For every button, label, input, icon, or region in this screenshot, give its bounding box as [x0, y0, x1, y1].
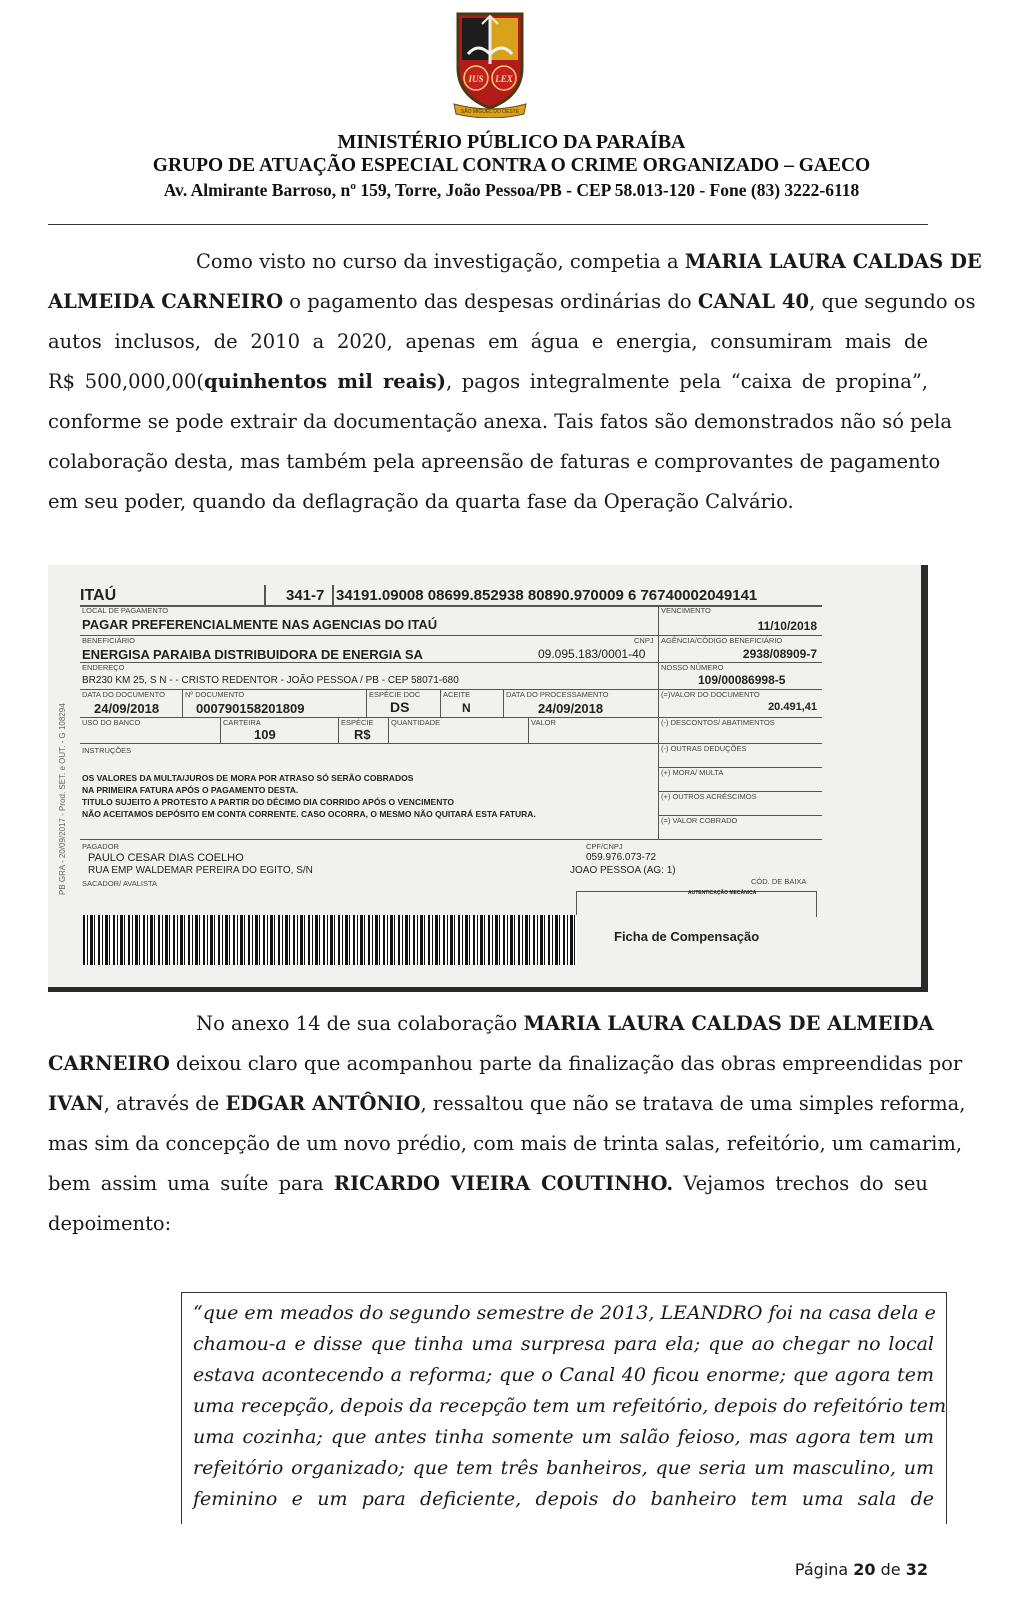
svg-text:SÃO MIGUEL DO OESTE: SÃO MIGUEL DO OESTE: [460, 109, 520, 115]
boleto-line: [388, 717, 389, 743]
text-line: [48, 402, 953, 442]
boleto-label: VALOR: [531, 718, 556, 727]
paragraph-2: [48, 1004, 966, 1244]
boleto-label: BENEFICIÁRIO: [82, 636, 135, 645]
text-line: [48, 322, 928, 362]
bold-text: RICARDO VIEIRA COUTINHO.: [333, 1172, 674, 1195]
text-run: depoimento:: [48, 1212, 172, 1235]
boleto-line: [440, 689, 441, 717]
boleto-label: QUANTIDADE: [391, 718, 441, 727]
boleto-line: [366, 689, 367, 717]
boleto-valor-doc: 20.491,41: [768, 701, 817, 713]
boleto-instruction: NA PRIMEIRA FATURA APÓS O PAGAMENTO DESTA.: [82, 785, 299, 795]
boleto-line: [220, 717, 221, 743]
text-run: , pagos integralmente pela “caixa de propina”,: [445, 370, 929, 393]
page-number: [795, 1560, 928, 1579]
bold-text: quinhentos mil reais): [203, 370, 446, 393]
boleto-label: Nº DOCUMENTO: [185, 690, 245, 699]
paragraph-1: [48, 242, 982, 522]
boleto-label: (-) DESCONTOS/ ABATIMENTOS: [661, 718, 775, 727]
boleto-pagador-endereco: RUA EMP WALDEMAR PEREIRA DO EGITO, S/N: [88, 865, 313, 876]
boleto-pagador: PAULO CESAR DIAS COELHO: [88, 852, 244, 864]
text-run: , ressaltou que não se tratava de uma simples reforma,: [420, 1092, 966, 1115]
boleto-line: [528, 717, 529, 743]
svg-text:LEX: LEX: [495, 74, 513, 84]
boleto-label: ESPÉCIE: [341, 718, 374, 727]
boleto-line: [80, 839, 822, 840]
boleto-beneficiario: ENERGISA PARAIBA DISTRIBUIDORA DE ENERGIA SA: [82, 647, 423, 662]
text-run: , através de: [103, 1092, 226, 1115]
boleto-data-doc: 24/09/2018: [94, 701, 160, 716]
header-address: Av. Almirante Barroso, nº 159, Torre, João Pessoa/PB - CEP 58.013-120 - Fone (83) 3222-6118: [163, 180, 860, 200]
text-run: Como visto no curso da investigação, competia a: [196, 250, 685, 273]
boleto-label: DATA DO DOCUMENTO: [82, 690, 165, 699]
boleto-label: SACADOR/ AVALISTA: [82, 879, 158, 888]
boleto-cnpj: 09.095.183/0001-40: [538, 647, 646, 661]
text-run: bem assim uma suíte para: [48, 1172, 334, 1195]
svg-text:IUS: IUS: [468, 74, 484, 84]
boleto-cpf: 059.976.073-72: [586, 852, 657, 863]
crest-logo: [452, 10, 528, 118]
boleto-agencia: 2938/08909-7: [742, 647, 817, 661]
boleto-line: [503, 689, 504, 717]
boleto-label: CPF/CNPJ: [586, 842, 623, 851]
text-line: [48, 242, 982, 282]
boleto-bank-code: 341-7: [286, 587, 325, 604]
boleto-line: [338, 717, 339, 743]
boleto-digitable-line: 34191.09008 08699.852938 80890.970009 6 76740002049141: [336, 587, 758, 604]
bold-text: CANAL 40: [697, 290, 810, 313]
boleto-especie: R$: [354, 727, 371, 742]
boleto-label: ENDEREÇO: [82, 663, 125, 672]
page-middle: de: [875, 1560, 906, 1579]
boleto-instruction: OS VALORES DA MULTA/JUROS DE MORA POR ATRASO SÓ SERÃO COBRADOS: [82, 773, 414, 783]
boleto-label: PAGADOR: [82, 842, 119, 851]
boleto-instruction: TITULO SUJEITO A PROTESTO A PARTIR DO DÉCIMO DIA CORRIDO APÓS O VENCIMENTO: [82, 797, 454, 807]
boleto-label: CÓD. DE BAIXA: [751, 877, 807, 886]
text-run: No anexo 14 de sua colaboração: [196, 1012, 524, 1035]
boleto-vencimento: 11/10/2018: [757, 619, 817, 633]
text-run: em seu poder, quando da deflagração da quarta fase da Operação Calvário.: [48, 490, 794, 513]
boleto-line: [658, 605, 659, 839]
boleto-bank-name: ITAÚ: [80, 587, 117, 604]
boleto-label: NOSSO NÚMERO: [661, 663, 724, 672]
header-institution: MINISTÉRIO PÚBLICO DA PARAÍBA: [337, 131, 686, 153]
boleto-num-doc: 000790158201809: [196, 701, 305, 716]
boleto-label: DATA DO PROCESSAMENTO: [506, 690, 609, 699]
boleto-endereco: BR230 KM 25, S N - - CRISTO REDENTOR - JOÃO PESSOA / PB - CEP 58071-680: [82, 675, 459, 686]
header-group: GRUPO DE ATUAÇÃO ESPECIAL CONTRA O CRIME ORGANIZADO – GAECO: [152, 155, 871, 176]
bold-text: IVAN: [48, 1092, 104, 1115]
quote-line: refeitório organizado; que tem três banheiros, que seria um masculino, um: [193, 1457, 934, 1479]
boleto-label: LOCAL DE PAGAMENTO: [82, 606, 169, 615]
boleto-label: CARTEIRA: [223, 718, 261, 727]
boleto-especie-doc: DS: [390, 699, 410, 715]
text-line: [48, 1004, 934, 1044]
boleto-line: [332, 585, 334, 605]
boleto-data-proc: 24/09/2018: [538, 701, 604, 716]
text-run: mas sim da concepção de um novo prédio, com mais de trinta salas, refeitório, um camarim,: [48, 1132, 963, 1155]
text-line: [48, 442, 941, 482]
text-run: R$ 500,000,00(: [48, 370, 204, 393]
page-total: 32: [905, 1560, 928, 1579]
boleto-aceite: N: [462, 701, 471, 715]
boleto-label: (=) VALOR COBRADO: [661, 816, 738, 825]
boleto-line: [816, 891, 817, 917]
bold-text: MARIA LAURA CALDAS DE ALMEIDA: [523, 1012, 934, 1035]
bold-text: ALMEIDA CARNEIRO: [48, 290, 284, 313]
text-line: [48, 1084, 966, 1124]
quote-line: chamou-a e disse que tinha uma surpresa para ela; que ao chegar no local: [193, 1333, 934, 1355]
boleto-barcode: [83, 915, 577, 965]
page-prefix: Página: [794, 1560, 854, 1579]
quote-line: feminino e um para deficiente, depois do banheiro tem uma sala de: [193, 1488, 934, 1510]
boleto-instruction: NÃO ACEITAMOS DEPÓSITO EM CONTA CORRENTE. CASO OCORRA, O MESMO NÃO QUITARÁ ESTA FATURA.: [82, 809, 536, 819]
boleto-ficha: Ficha de Compensação: [614, 929, 760, 944]
boleto-nosso-numero: 109/00086998-5: [698, 673, 786, 687]
quote-line: “que em meados do segundo semestre de 2013, LEANDRO foi na casa dela e: [193, 1302, 936, 1324]
boleto-label: (=)VALOR DO DOCUMENTO: [661, 690, 760, 699]
text-line: [48, 482, 928, 522]
boleto-line: [264, 585, 266, 605]
text-run: deixou claro que acompanhou parte da finalização das obras empreendidas por: [169, 1052, 963, 1075]
text-run: o pagamento das despesas ordinárias do: [283, 290, 698, 313]
boleto-line: [576, 891, 577, 917]
boleto-label: ACEITE: [443, 690, 471, 699]
text-line: [48, 1044, 963, 1084]
text-run: colaboração desta, mas também pela apreensão de faturas e comprovantes de pagamento: [48, 450, 941, 473]
quote-line: uma recepção, depois da recepção tem um refeitório, depois do refeitório tem: [193, 1395, 947, 1417]
text-run: , que segundo os: [809, 290, 976, 313]
header-divider: [48, 224, 928, 225]
text-run: Vejamos trechos do seu: [673, 1172, 928, 1195]
text-line: [48, 362, 928, 402]
text-line: [48, 1204, 928, 1244]
testimony-quote: [181, 1292, 947, 1524]
text-run: conforme se pode extrair da documentação anexa. Tais fatos são demonstrados não só pela: [48, 410, 953, 433]
bold-text: MARIA LAURA CALDAS DE: [684, 250, 982, 273]
boleto-side-text: PB GRA - 20/09/2017 - Prod. SET. e OUT. - G 108294: [58, 703, 67, 895]
text-run: autos inclusos, de 2010 a 2020, apenas em água e energia, consumiram mais de: [48, 330, 928, 353]
text-line: [48, 282, 976, 322]
boleto-label: USO DO BANCO: [82, 718, 141, 727]
boleto-label: VENCIMENTO: [661, 606, 711, 615]
boleto-image: [48, 565, 928, 992]
text-line: [48, 1164, 928, 1204]
quote-line: estava acontecendo a reforma; que o Canal 40 ficou enorme; que agora tem: [193, 1364, 934, 1386]
boleto-local-pagamento: PAGAR PREFERENCIALMENTE NAS AGENCIAS DO ITAÚ: [82, 617, 438, 632]
boleto-autenticacao: AUTENTICAÇÃO MECÂNICA: [688, 890, 757, 896]
boleto-label: (-) OUTRAS DEDUÇÕES: [661, 744, 747, 753]
boleto-label: CNPJ: [634, 636, 654, 645]
boleto-carteira: 109: [254, 727, 276, 742]
bold-text: EDGAR ANTÔNIO: [225, 1092, 421, 1115]
boleto-label: ESPÉCIE DOC: [369, 690, 421, 699]
page-current: 20: [853, 1560, 876, 1579]
boleto-line: [182, 689, 183, 717]
bold-text: CARNEIRO: [48, 1052, 170, 1075]
boleto-label: (+) OUTROS ACRÉSCIMOS: [661, 792, 757, 801]
boleto-label: AGÊNCIA/CÓDIGO BENEFICIÁRIO: [661, 636, 783, 645]
quote-line: uma cozinha; que antes tinha somente um salão feioso, mas agora tem um: [193, 1426, 934, 1448]
boleto-label: (+) MORA/ MULTA: [661, 768, 724, 777]
boleto-label: INSTRUÇÕES: [82, 746, 132, 755]
boleto-cidade: JOAO PESSOA (AG: 1): [570, 865, 676, 876]
text-line: [48, 1124, 963, 1164]
